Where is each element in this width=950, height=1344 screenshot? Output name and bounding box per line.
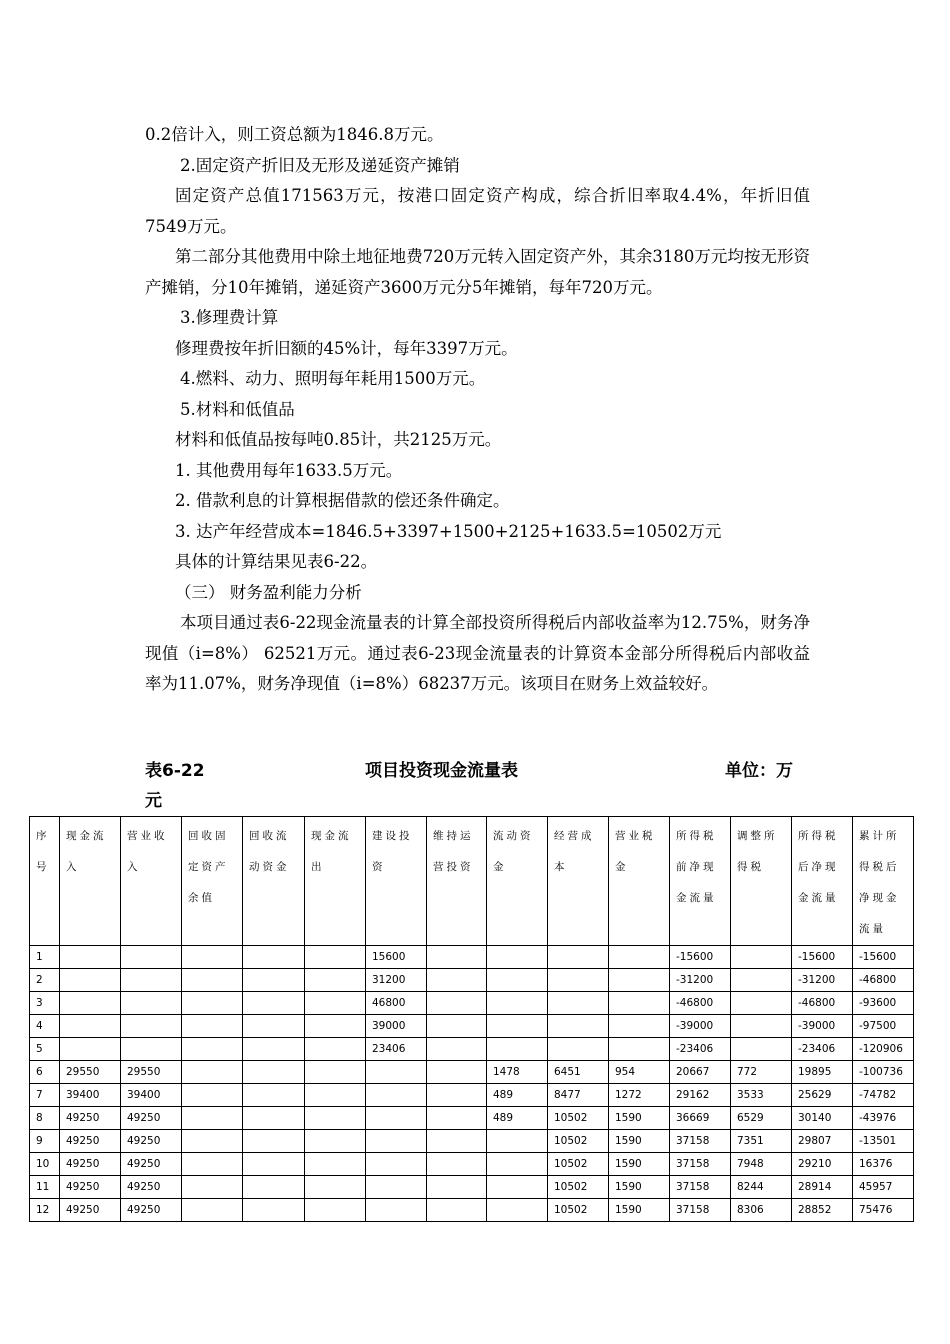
paragraph: 5.材料和低值品 (180, 399, 295, 419)
table-cell: 39000 (366, 1015, 427, 1038)
table-cell: 3 (30, 992, 60, 1015)
column-header: 营业收入 (121, 817, 182, 946)
table-body (30, 946, 914, 1222)
table-cell: 37158 (670, 1130, 731, 1153)
table-cell (548, 1038, 609, 1061)
table-cell: -39000 (670, 1015, 731, 1038)
table-cell: 6 (30, 1061, 60, 1084)
paragraph: 3.修理费计算 (180, 308, 279, 327)
table-cell (427, 1107, 487, 1130)
table-cell (487, 946, 548, 969)
table-cell: -100736 (853, 1061, 914, 1084)
paragraph: （三） 财务盈利能力分析 (175, 582, 362, 602)
table-title: 项目投资现金流量表 (365, 761, 518, 781)
table-cell: 49250 (121, 1130, 182, 1153)
table-cell (548, 1015, 609, 1038)
table-number: 表6-22 (145, 761, 205, 781)
table-cell (243, 1107, 305, 1130)
table-cell (305, 1130, 366, 1153)
table-cell (427, 1061, 487, 1084)
table-cell (305, 1038, 366, 1061)
table-cell (427, 969, 487, 992)
table-cell (487, 969, 548, 992)
table-cell: 3533 (731, 1084, 792, 1107)
table-cell: 1272 (609, 1084, 670, 1107)
table-cell (609, 946, 670, 969)
table-cell: 49250 (121, 1153, 182, 1176)
table-cell: -74782 (853, 1084, 914, 1107)
table-cell (121, 969, 182, 992)
table-cell: 19895 (792, 1061, 853, 1084)
table-cell: 7948 (731, 1153, 792, 1176)
table-cell (121, 946, 182, 969)
table-cell (731, 1015, 792, 1038)
table-cell (731, 1038, 792, 1061)
table-row (30, 1015, 914, 1038)
table-cell (305, 1107, 366, 1130)
table-cell (487, 1153, 548, 1176)
table-cell: 12 (30, 1199, 60, 1222)
table-cell: 39400 (121, 1084, 182, 1107)
table-cell (548, 969, 609, 992)
table-cell: 7 (30, 1084, 60, 1107)
table-cell (243, 1199, 305, 1222)
table-cell: 10502 (548, 1153, 609, 1176)
table-cell: -13501 (853, 1130, 914, 1153)
table-row (30, 1038, 914, 1061)
table-cell: -15600 (853, 946, 914, 969)
table-cell (366, 1130, 427, 1153)
table-cell: 9 (30, 1130, 60, 1153)
table-cell: 45957 (853, 1176, 914, 1199)
table-cell (427, 1038, 487, 1061)
table-row (30, 1153, 914, 1176)
table-cell (305, 1153, 366, 1176)
table-cell (366, 1199, 427, 1222)
table-cell: 4 (30, 1015, 60, 1038)
table-row (30, 1084, 914, 1107)
table-cell: 489 (487, 1084, 548, 1107)
table-row (30, 946, 914, 969)
paragraph: 修理费按年折旧额的45%计，每年3397万元。 (175, 338, 518, 358)
table-cell: 75476 (853, 1199, 914, 1222)
table-cell (487, 992, 548, 1015)
table-cell (427, 1084, 487, 1107)
paragraph: 2. 借款利息的计算根据借款的偿还条件确定。 (175, 491, 510, 510)
column-header: 回收流动资金 (243, 817, 305, 946)
table-cell: 10502 (548, 1130, 609, 1153)
table-cell: 954 (609, 1061, 670, 1084)
table-cell (243, 969, 305, 992)
column-header: 所得税后净现金流量 (792, 817, 853, 946)
paragraph: 具体的计算结果见表6-22。 (175, 552, 378, 571)
table-cell (121, 1015, 182, 1038)
column-header: 累计所得税后净现金流量 (853, 817, 914, 946)
table-cell: 49250 (60, 1130, 121, 1153)
table-cell (305, 1084, 366, 1107)
table-cell: 49250 (121, 1176, 182, 1199)
table-cell (548, 946, 609, 969)
table-cell: 1 (30, 946, 60, 969)
table-cell (243, 1038, 305, 1061)
table-cell (305, 1061, 366, 1084)
table-cell (182, 1153, 243, 1176)
table-cell (366, 1176, 427, 1199)
table-cell: 1478 (487, 1061, 548, 1084)
table-cell (305, 1015, 366, 1038)
table-cell: -15600 (670, 946, 731, 969)
table-cell: -43976 (853, 1107, 914, 1130)
table-cell: 29550 (60, 1061, 121, 1084)
table-cell (243, 1084, 305, 1107)
table-cell: -23406 (792, 1038, 853, 1061)
table-cell (427, 1130, 487, 1153)
table-cell (305, 992, 366, 1015)
table-cell: 1590 (609, 1199, 670, 1222)
table-cell: 2 (30, 969, 60, 992)
table-cell: 6529 (731, 1107, 792, 1130)
table-cell (60, 992, 121, 1015)
table-cell (243, 1176, 305, 1199)
table-cell (609, 992, 670, 1015)
table-cell: 10502 (548, 1199, 609, 1222)
table-cell (487, 1199, 548, 1222)
table-cell: 29550 (121, 1061, 182, 1084)
table-cell: 37158 (670, 1153, 731, 1176)
table-cell (427, 946, 487, 969)
table-cell: -46800 (792, 992, 853, 1015)
table-cell: 5 (30, 1038, 60, 1061)
table-cell: 28852 (792, 1199, 853, 1222)
table-cell: -97500 (853, 1015, 914, 1038)
table-cell (731, 969, 792, 992)
column-header: 营业税金 (609, 817, 670, 946)
table-cell: -31200 (670, 969, 731, 992)
column-header: 回收固定资产余值 (182, 817, 243, 946)
table-cell: 10 (30, 1153, 60, 1176)
paragraph: 材料和低值品按每吨0.85计，共2125万元。 (175, 430, 502, 449)
table-unit-wrap: 元 (145, 791, 162, 811)
table-row (30, 1107, 914, 1130)
cash-flow-table (29, 816, 914, 1222)
table-cell (487, 1038, 548, 1061)
table-cell: 23406 (366, 1038, 427, 1061)
column-header: 流动资金 (487, 817, 548, 946)
column-header: 建设投资 (366, 817, 427, 946)
table-cell (182, 992, 243, 1015)
table-cell: 37158 (670, 1176, 731, 1199)
table-cell (243, 1061, 305, 1084)
table-unit: 单位：万 (725, 761, 793, 781)
table-cell: 8306 (731, 1199, 792, 1222)
table-cell: -46800 (670, 992, 731, 1015)
table-cell: 39400 (60, 1084, 121, 1107)
table-cell (609, 1038, 670, 1061)
table-cell (487, 1176, 548, 1199)
table-header-row (30, 817, 914, 946)
table-cell (305, 946, 366, 969)
paragraph: 0.2倍计入，则工资总额为1846.8万元。 (145, 125, 444, 144)
table-cell (609, 969, 670, 992)
table-cell (182, 1107, 243, 1130)
table-cell: 49250 (60, 1153, 121, 1176)
table-cell: 11 (30, 1176, 60, 1199)
table-cell (121, 992, 182, 1015)
column-header: 现金流出 (305, 817, 366, 946)
table-cell: 1590 (609, 1176, 670, 1199)
table-cell: 489 (487, 1107, 548, 1130)
table-cell: -39000 (792, 1015, 853, 1038)
table-cell: -120906 (853, 1038, 914, 1061)
table-cell: -23406 (670, 1038, 731, 1061)
table-cell: 28914 (792, 1176, 853, 1199)
paragraph: 本项目通过表6-22现金流量表的计算全部投资所得税后内部收益率为12.75%，财务净现值（i=8%） 62521万元。通过表6-23现金流量表的计算资本金部分所得税后内部收益率为11.07%，财务净现值（i=8%）68237万元。该项目在财务上效益较好。 (145, 613, 810, 693)
column-header: 序号 (30, 817, 60, 946)
paragraph: 2.固定资产折旧及无形及递延资产摊销 (180, 155, 460, 175)
table-cell: 49250 (121, 1107, 182, 1130)
table-cell: 49250 (60, 1107, 121, 1130)
table-cell: 29807 (792, 1130, 853, 1153)
column-header: 经营成本 (548, 817, 609, 946)
table-cell (366, 1084, 427, 1107)
table-cell (731, 992, 792, 1015)
table-cell: 36669 (670, 1107, 731, 1130)
table-cell: 1590 (609, 1107, 670, 1130)
table-cell: -93600 (853, 992, 914, 1015)
table-cell: 29210 (792, 1153, 853, 1176)
table-cell (366, 1153, 427, 1176)
table-row (30, 1176, 914, 1199)
table-cell: 49250 (60, 1176, 121, 1199)
table-cell (182, 946, 243, 969)
table-cell: 25629 (792, 1084, 853, 1107)
table-cell: 30140 (792, 1107, 853, 1130)
table-cell (427, 1153, 487, 1176)
table-cell (243, 1153, 305, 1176)
table-cell: -31200 (792, 969, 853, 992)
table-cell: 1590 (609, 1153, 670, 1176)
table-cell (305, 1176, 366, 1199)
table-cell (609, 1015, 670, 1038)
table-cell (487, 1015, 548, 1038)
table-cell (182, 1061, 243, 1084)
table-cell (427, 992, 487, 1015)
table-row (30, 1061, 914, 1084)
table-cell (182, 1130, 243, 1153)
table-cell (731, 946, 792, 969)
table-cell: 7351 (731, 1130, 792, 1153)
table-cell: 10502 (548, 1176, 609, 1199)
paragraph: 3. 达产年经营成本=1846.5+3397+1500+2125+1633.5=10502万元 (175, 521, 722, 541)
table-cell (366, 1061, 427, 1084)
table-cell: 772 (731, 1061, 792, 1084)
table-cell (427, 1199, 487, 1222)
table-cell (427, 1176, 487, 1199)
table-cell: 37158 (670, 1199, 731, 1222)
table-cell: 10502 (548, 1107, 609, 1130)
table-cell (427, 1015, 487, 1038)
table-cell: 29162 (670, 1084, 731, 1107)
table-cell (243, 992, 305, 1015)
table-cell: 16376 (853, 1153, 914, 1176)
table-cell: 8477 (548, 1084, 609, 1107)
column-header: 维持运营投资 (427, 817, 487, 946)
table-cell (182, 1038, 243, 1061)
table-cell: 46800 (366, 992, 427, 1015)
table-cell (60, 1038, 121, 1061)
table-cell (548, 992, 609, 1015)
table-cell (182, 1084, 243, 1107)
table-cell: 15600 (366, 946, 427, 969)
paragraph: 固定资产总值171563万元，按港口固定资产构成，综合折旧率取4.4%，年折旧值7549万元。 (145, 186, 810, 236)
paragraph: 1. 其他费用每年1633.5万元。 (175, 460, 403, 480)
table-cell (487, 1130, 548, 1153)
table-row (30, 992, 914, 1015)
column-header: 调整所得税 (731, 817, 792, 946)
table-cell (60, 969, 121, 992)
table-cell (243, 1130, 305, 1153)
table-cell (305, 1199, 366, 1222)
table-cell (182, 1176, 243, 1199)
table-cell: -15600 (792, 946, 853, 969)
table-row (30, 1130, 914, 1153)
table-cell: 6451 (548, 1061, 609, 1084)
paragraph: 4.燃料、动力、照明每年耗用1500万元。 (180, 369, 486, 388)
table-cell: -46800 (853, 969, 914, 992)
table-cell: 1590 (609, 1130, 670, 1153)
table-row (30, 969, 914, 992)
table-cell (60, 946, 121, 969)
table-cell: 31200 (366, 969, 427, 992)
table-cell (182, 969, 243, 992)
column-header: 所得税前净现金流量 (670, 817, 731, 946)
paragraph: 第二部分其他费用中除土地征地费720万元转入固定资产外，其余3180万元均按无形资产摊销，分10年摊销，递延资产3600万元分5年摊销，每年720万元。 (145, 247, 810, 297)
table-cell (243, 1015, 305, 1038)
table-cell (243, 946, 305, 969)
table-cell: 20667 (670, 1061, 731, 1084)
column-header: 现金流入 (60, 817, 121, 946)
body-text (145, 120, 810, 700)
table-cell: 49250 (60, 1199, 121, 1222)
table-row (30, 1199, 914, 1222)
table-cell (182, 1199, 243, 1222)
table-cell (182, 1015, 243, 1038)
table-cell (366, 1107, 427, 1130)
table-cell: 8244 (731, 1176, 792, 1199)
table-cell: 49250 (121, 1199, 182, 1222)
table-cell (60, 1015, 121, 1038)
table-cell: 8 (30, 1107, 60, 1130)
table-cell (121, 1038, 182, 1061)
table-cell (305, 969, 366, 992)
